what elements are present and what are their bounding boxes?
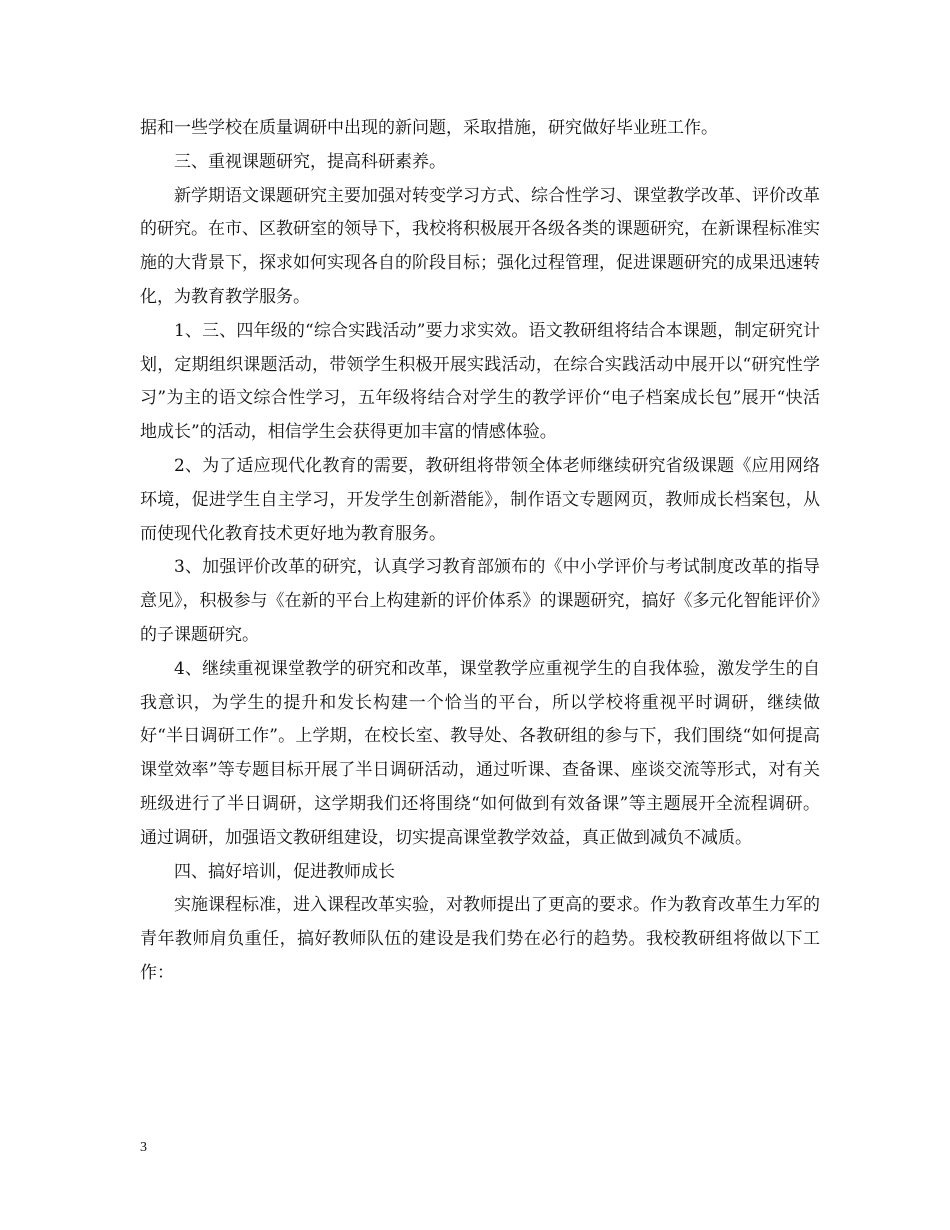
page-number: 3: [140, 1140, 147, 1155]
paragraph-item-1: 1、三、四年级的“综合实践活动”要力求实效。语文教研组将结合本课题，制定研究计划，定期组织课题活动，带领学生积极开展实践活动，在综合实践活动中展开以“研究性学习”为主的语文综合性学习，五年级将结合对学生的教学评价“电子档案成长包”展开“快活地成长”的活动，相信学生会获得更加丰富的情感体验。: [140, 320, 820, 443]
paragraph-research-intro: 新学期语文课题研究主要加强对转变学习方式、综合性学习、课堂教学改革、评价改革的研究。在市、区教研室的领导下，我校将积极展开各级各类的课题研究，在新课程标准实施的大背景下，探求如何实现各自的阶段目标；强化过程管理，促进课题研究的成果迅速转化，为教育教学服务。: [140, 185, 820, 307]
paragraph-item-3: 3、加强评价改革的研究，认真学习教育部颁布的《中小学评价与考试制度改革的指导意见》，积极参与《在新的平台上构建新的评价体系》的课题研究，搞好《多元化智能评价》的子课题研究。: [140, 557, 820, 645]
paragraph-item-2: 2、为了适应现代化教育的需要，教研组将带领全体老师继续研究省级课题《应用网络环境，促进学生自主学习，开发学生创新潜能》，制作语文专题网页，教师成长档案包，从而使现代化教育技术更好地为教育服务。: [140, 455, 820, 544]
section-heading-training: 四、搞好培训，促进教师成长: [174, 861, 395, 882]
document-body: [140, 112, 820, 991]
paragraph-training-intro: 实施课程标准，进入课程改革实验，对教师提出了更高的要求。作为教育改革生力军的青年教师肩负重任，搞好教师队伍的建设是我们势在必行的趋势。我校教研组将做以下工作：: [140, 895, 820, 983]
paragraph-continuation: 据和一些学校在质量调研中出现的新问题，采取措施，研究做好毕业班工作。: [140, 118, 718, 138]
paragraph-item-4: 4、继续重视课堂教学的研究和改革，课堂教学应重视学生的自我体验，激发学生的自我意识，为学生的提升和发长构建一个恰当的平台，所以学校将重视平时调研，继续做好“半日调研工作”。上学期，在校长室、教导处、各教研组的参与下，我们围绕“如何提高课堂效率”等专题目标开展了半日调研活动，通过听课、查备课、座谈交流等形式，对有关班级进行了半日调研，这学期我们还将围绕“如何做到有效备课”等主题展开全流程调研。通过调研，加强语文教研组建设，切实提高课堂教学效益，真正做到减负不减质。: [140, 658, 820, 848]
section-heading-research: 三、重视课题研究，提高科研素养。: [174, 151, 446, 172]
